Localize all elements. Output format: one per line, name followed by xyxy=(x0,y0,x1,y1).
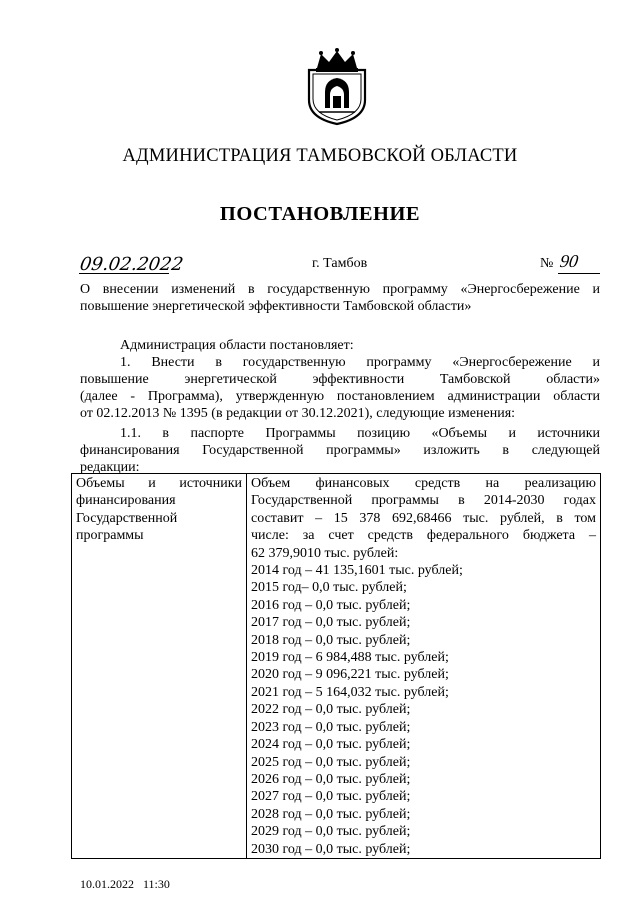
funding-table xyxy=(71,473,601,859)
funding-year-line: 2020 год – 9 096,221 тыс. рублей; xyxy=(251,667,449,683)
funding-intro-line: Объем финансовых средств на реализацию xyxy=(251,476,596,491)
item-1-1-paragraph xyxy=(80,425,600,476)
table-row xyxy=(72,474,601,859)
funding-year-line: 2015 год– 0,0 тыс. рублей; xyxy=(251,580,407,596)
print-timestamp: 10.01.2022 11:30 xyxy=(80,877,170,891)
funding-year-line: 2023 год – 0,0 тыс. рублей; xyxy=(251,719,411,735)
tambov-coat-of-arms-emblem xyxy=(303,48,371,126)
item-1-line: 1. Внести в государственную программу «Энергосбережение и xyxy=(120,355,600,370)
item-1-1-line: финансирования Государственной программы» изложить в следующей xyxy=(80,443,600,458)
funding-intro-line: 62 379,9010 тыс. рублей: xyxy=(251,545,399,561)
date-underline xyxy=(79,273,169,274)
funding-year-line: 2027 год – 0,0 тыс. рублей; xyxy=(251,789,411,805)
funding-year-line: 2028 год – 0,0 тыс. рублей; xyxy=(251,806,411,822)
item-1-1-line: редакции: xyxy=(80,460,140,475)
funding-values-cell xyxy=(247,474,601,859)
document-type-title: ПОСТАНОВЛЕНИЕ xyxy=(219,203,421,225)
document-subject: О внесении изменений в государственную программу «Энергосбережение и повышение энергетической эффективности Тамбовской области» xyxy=(80,282,600,314)
funding-year-line: 2029 год – 0,0 тыс. рублей; xyxy=(251,824,411,840)
funding-label-cell xyxy=(72,474,247,859)
funding-year-line: 2014 год – 41 135,1601 тыс. рублей; xyxy=(251,563,463,579)
funding-label-line: финансирования xyxy=(76,493,176,509)
funding-year-line: 2017 год – 0,0 тыс. рублей; xyxy=(251,615,411,631)
funding-year-line: 2025 год – 0,0 тыс. рублей; xyxy=(251,754,411,770)
document-date: 09.02.2022 xyxy=(78,254,185,275)
organization-title: АДМИНИСТРАЦИЯ ТАМБОВСКОЙ ОБЛАСТИ xyxy=(122,146,518,166)
funding-intro-line: Государственной программы в 2014-2030 годах xyxy=(251,493,596,509)
funding-year-line: 2021 год – 5 164,032 тыс. рублей; xyxy=(251,684,449,700)
funding-label-line: Государственной xyxy=(76,510,178,526)
funding-year-line: 2022 год – 0,0 тыс. рублей; xyxy=(251,702,411,718)
funding-year-line: 2016 год – 0,0 тыс. рублей; xyxy=(251,597,411,613)
funding-year-line: 2026 год – 0,0 тыс. рублей; xyxy=(251,771,411,787)
funding-year-line: 2030 год – 0,0 тыс. рублей; xyxy=(251,841,411,857)
city-label: г. Тамбов xyxy=(312,256,368,271)
preamble-paragraph: Администрация области постановляет: xyxy=(120,338,354,353)
document-number: 90 xyxy=(558,251,580,271)
item-1-line: (далее - Программа), утвержденную постановлением администрации области xyxy=(80,389,600,404)
funding-year-line: 2018 год – 0,0 тыс. рублей; xyxy=(251,632,411,648)
funding-label-line: Объемы и источники xyxy=(76,476,242,491)
funding-year-line: 2024 год – 0,0 тыс. рублей; xyxy=(251,737,411,753)
funding-year-line: 2019 год – 6 984,488 тыс. рублей; xyxy=(251,650,449,666)
item-1-line: от 02.12.2013 № 1395 (в редакции от 30.12.2021), следующие изменения: xyxy=(80,406,516,421)
number-label: № xyxy=(540,256,554,271)
number-underline xyxy=(558,273,600,274)
item-1-paragraph xyxy=(80,354,600,422)
funding-intro-line: составит – 15 378 692,68466 тыс. рублей, в том xyxy=(251,510,596,526)
item-1-1-line: 1.1. в паспорте Программы позицию «Объемы и источники xyxy=(120,426,600,441)
funding-intro-line: числе: за счет средств федерального бюджета – xyxy=(251,528,596,544)
item-1-line: повышение энергетической эффективности Тамбовской области» xyxy=(80,372,600,387)
funding-label-line: программы xyxy=(76,528,144,544)
